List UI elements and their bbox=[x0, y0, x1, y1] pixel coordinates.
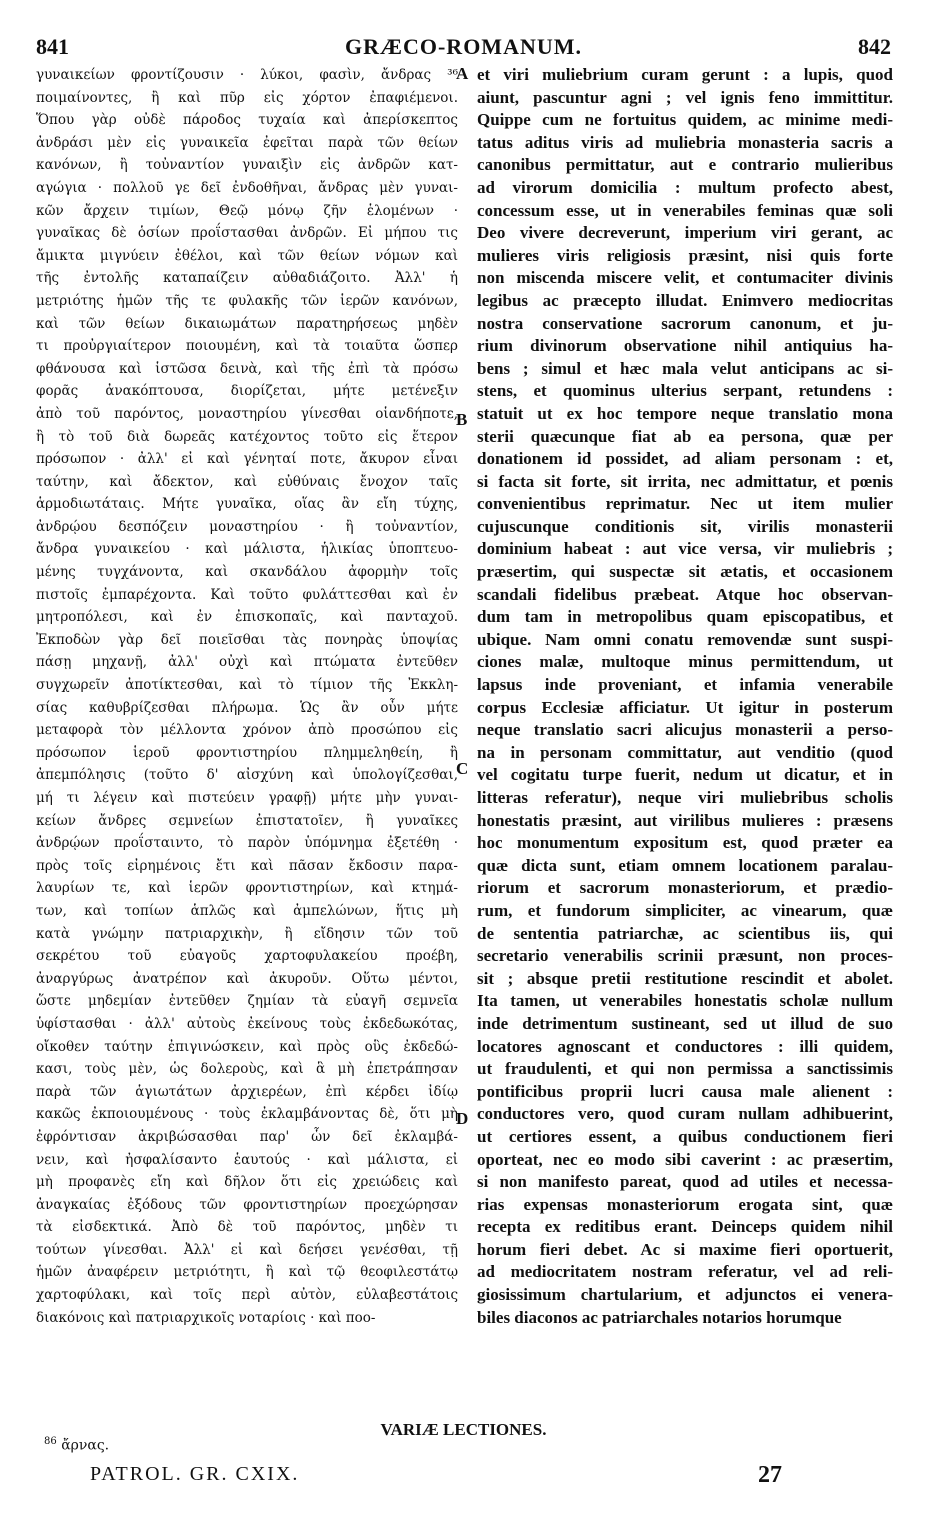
greek-line: σίας καθυβρίζεσθαι πλήρωμα. Ὡς ἂν οὖν μήτε bbox=[36, 699, 458, 716]
greek-line: μητροπόλεσι, καὶ ἐν ἐπισκοπαῖς, καὶ πανταχοῦ. bbox=[36, 609, 458, 626]
latin-line: Deo vivere decreverunt, imperium viri gerant, ac bbox=[477, 223, 893, 243]
greek-line: διακόνοις καὶ πατριαρχικοῖς νοταρίοις · καὶ ποο- bbox=[36, 1309, 376, 1326]
footnote bbox=[44, 1436, 109, 1454]
latin-line: canonibus permittatur, aut e contrario mulieribus bbox=[477, 155, 893, 175]
latin-line: tatus aditus viris ad muliebria monasteria sacris a bbox=[477, 132, 893, 152]
latin-line: stens, et quominus ulterius serpant, retundens : bbox=[477, 381, 893, 401]
greek-line: ταύτην, καὶ ἄδεκτον, καὶ εὐθύναις ἔνοχον ταῖς bbox=[36, 473, 458, 490]
greek-line: ἀναγκαίας ἐξόδους τῶν φροντιστηρίων προεχώρησαν bbox=[36, 1196, 458, 1213]
greek-line: οἴκοθεν ταύτην ἐπιγινώσκειν, καὶ πρὸς οὓς ἐκδεδώ- bbox=[36, 1038, 458, 1055]
greek-line: ἀπεμπόλησις (τοῦτο δ' αἰσχύνη καὶ ὑπολογίζεσθαι, bbox=[36, 767, 458, 784]
latin-line: sterii quæcunque fiat ab ea persona, quæ per bbox=[477, 426, 893, 446]
latin-line: giosissimum chartularium, et adjunctos ei venera- bbox=[477, 1285, 893, 1305]
greek-line: ἀνδρῴων προΐσταιντο, τὸ παρὸν ὑπόμνημα ἐξετέθη · bbox=[36, 835, 458, 852]
greek-line: κείων ἄνδρες σεμνείων ἐπιστατοῖεν, ἢ γυναῖκες bbox=[36, 812, 458, 829]
latin-line: rium divinorum observatione nihil antiquius ha- bbox=[477, 336, 893, 356]
greek-line: παρὰ τῶν ἁγιωτάτων ἀρχιερέων, ἐπὶ κέρδει ἰδίῳ bbox=[36, 1083, 458, 1100]
latin-line: na in personam committatur, aut venditio (quod bbox=[477, 742, 893, 762]
greek-line: σεκρέτου τοῦ εὐαγοῦς χαρτοφυλακείου προέβη, bbox=[36, 948, 458, 965]
greek-text-column bbox=[36, 64, 458, 1404]
latin-line: sit ; absque pretii restitutione rescindit et abolet. bbox=[477, 968, 893, 988]
margin-letter-d: D bbox=[456, 1109, 469, 1128]
greek-line: ἢ τὸ τοῦ διὰ δωρεᾶς κατέχοντος τοῦτο εἰς ἕτερον bbox=[36, 428, 458, 445]
latin-line: donationem id possidet, ad aliam personam : et, bbox=[477, 449, 893, 469]
greek-line: τι προὐργιαίτερον ποιουμένη, καὶ τὰ τοιαῦτα ὥσπερ bbox=[36, 338, 458, 355]
greek-line: τῆς ἐντολῆς καταπαίζειν αὐθαδιάζοιτο. Ἀλλ' ἡ bbox=[36, 270, 458, 287]
margin-letter-a: A bbox=[456, 64, 469, 83]
latin-line: biles diaconos ac patriarchales notarios horumque bbox=[477, 1307, 842, 1327]
greek-line: ἡμῶν ἀναφέρειν μετριότητι, ἢ καὶ τῷ θεοφιλεστάτῳ bbox=[36, 1264, 458, 1281]
latin-line: statuit ut ex hoc tempore neque translatio mona bbox=[477, 403, 893, 423]
latin-line: hoc monumentum expositum est, quod præter ea bbox=[477, 833, 893, 853]
greek-line: ἀνδράσι μὲν εἰς γυναικεῖα ἐφεῖται παρὰ τῶν θείων bbox=[36, 134, 458, 151]
volume-reference: PATROL. GR. CXIX. bbox=[90, 1463, 300, 1485]
greek-line: φορᾶς ἀνακόπτουσα, διορίζεται, μήτε μετένεξιν bbox=[36, 383, 458, 400]
latin-line: non miscenda miscere velit, et contumaciter divinis bbox=[477, 268, 893, 288]
latin-line: ut fraudulenti, et qui non permissa a sanctissimis bbox=[477, 1059, 893, 1079]
greek-line: ἄμικτα μιγνύειν ἐθέλοι, καὶ τῶν θείων νόμων καὶ bbox=[36, 247, 458, 264]
latin-line: si non manifesto pareat, quod ad utiles et necessa- bbox=[477, 1172, 893, 1192]
greek-line: πιστοῖς ἐμπαρέχοντα. Καὶ τοῦτο φυλάττεσθαι καὶ ἐν bbox=[36, 586, 458, 603]
latin-line: legibus ac præcepto illudat. Enimvero mediocritas bbox=[477, 290, 893, 310]
greek-line: μεταφορὰ τὸν μέλλοντα χρόνον ἀπὸ προσώπου εἰς bbox=[36, 722, 458, 739]
latin-line: litteras referatur), neque viri muliebribus scholis bbox=[477, 788, 893, 807]
latin-line: concessum esse, ut in venerabiles feminas quæ soli bbox=[477, 200, 893, 220]
latin-line: corpus Ecclesiæ afficiatur. Ut igitur in posterum bbox=[477, 697, 893, 717]
latin-line: aiunt, pascuntur agni ; vel ignis feno immittitur. bbox=[477, 87, 893, 107]
latin-line: locatores agnoscant et conductores : illi quidem, bbox=[477, 1036, 893, 1056]
latin-line: horum fieri debet. Ac si maxime fieri oportuerit, bbox=[477, 1239, 893, 1259]
latin-line: Ita tamen, ut venerabiles honestatis scholæ nullum bbox=[477, 991, 893, 1011]
latin-line: ubique. Nam omni conatu removendæ sunt suspi- bbox=[477, 629, 893, 649]
latin-line: præsertim, qui suspectæ sit ætatis, et occasionem bbox=[477, 562, 893, 582]
greek-line: νειν, καὶ ἠσφαλίσαντο ἑαυτούς · καὶ μάλιστα, εἰ bbox=[36, 1151, 458, 1168]
latin-line: bens ; simul et hæc mala velut anticipans ac si- bbox=[477, 358, 893, 378]
greek-line: γυναικείων φροντίζουσιν · λύκοι, φασὶν, ἄνδρας ³⁶ bbox=[36, 67, 458, 83]
greek-line: ὑφίστασθαι · ἀλλ' αὐτοὺς ἐκείνους τοὺς ἐκδεδωκότας, bbox=[36, 1015, 458, 1032]
running-header bbox=[36, 34, 891, 62]
greek-line: μή τι λέγειν καὶ πιστεύειν γραφῇ) μήτε μὴν γυναι- bbox=[36, 790, 458, 806]
greek-line: λαυρίων τε, καὶ ἱερῶν φροντιστηρίων, καὶ κτημά- bbox=[36, 880, 458, 897]
latin-line: quæ dicta sunt, etiam omnem locationem paralau- bbox=[477, 855, 893, 875]
greek-line: Ὅπου γὰρ οὐδὲ πάροδος τυχαία καὶ ἀπερίσκεπτος bbox=[36, 112, 458, 129]
latin-line: vel cogitatu turpe fuerit, nedum ut dicatur, et in bbox=[477, 765, 893, 785]
greek-line: μένης τυγχάνοντα, καὶ σκανδάλου ἀφορμὴν τοῖς bbox=[36, 564, 458, 581]
latin-line: inde detrimentum sustineant, sed ut illud de suo bbox=[477, 1013, 893, 1033]
latin-text-column bbox=[477, 64, 893, 1404]
left-column-number: 841 bbox=[36, 34, 69, 59]
greek-line: ὥστε μηδεμίαν ἐντεῦθεν ζημίαν τὰ εὐαγῆ σεμνεῖα bbox=[36, 993, 458, 1010]
greek-line: ἐφρόντισαν ἀκριβώσασθαι παρ' ὧν δεῖ ἐκλαμβά- bbox=[36, 1128, 458, 1145]
latin-line: secretario venerabilis scrinii præsunt, non proces- bbox=[477, 946, 893, 966]
latin-line: riorum et sacrorum monasteriorum, et prædio- bbox=[477, 878, 893, 898]
latin-line: ad mediocritatem nostram referatur, vel ad reli- bbox=[477, 1262, 893, 1282]
footnote-text: ἄρνας. bbox=[61, 1437, 110, 1454]
greek-line: καὶ τῶν θείων δικαιωμάτων παρατηρήσεως μηδὲν bbox=[36, 315, 458, 332]
latin-line: ciones malæ, multoque minus permittendum, ut bbox=[477, 652, 893, 672]
latin-line: oporteat, nec eo modo sibi caverint : ac præsertim, bbox=[477, 1149, 893, 1169]
greek-line: πρόσωπον · ἀλλ' εἰ καὶ γένηταί ποτε, ἄκυρον εἶναι bbox=[36, 451, 458, 468]
footnote-number: 86 bbox=[44, 1436, 57, 1447]
latin-line: Quippe cum ne fortuitus quidem, ac minime medi- bbox=[477, 110, 893, 130]
latin-line: nostra conservatione sacrorum canonum, et ju- bbox=[477, 313, 893, 333]
greek-line: κανόνων, ἢ τοὐναντίον γυναιξὶν εἰς ἀνδρῶν κατ- bbox=[36, 157, 458, 174]
greek-line: κατὰ γνώμην πατριαρχικὴν, ἢ εἴδησιν τῶν τοῦ bbox=[36, 925, 458, 942]
latin-line: dominium habeat : aut vice versa, vir muliebris ; bbox=[477, 539, 893, 559]
greek-line: τούτων γίνεσθαι. Ἀλλ' εἰ καὶ δεήσει γενέσθαι, τῇ bbox=[36, 1241, 458, 1258]
greek-line: ἁρμοδιωτάταις. Μήτε γυναῖκα, οἵας ἂν εἴη τύχης, bbox=[36, 496, 458, 513]
latin-line: si facta sit forte, sit irrita, nec admittatur, et pœnis bbox=[477, 471, 893, 491]
latin-line: convenientibus reprimatur. Nec ut item mulier bbox=[477, 494, 893, 514]
greek-line: χαρτοφύλακι, καὶ τοῖς περὶ αὐτὸν, εὐλαβεστάτοις bbox=[36, 1287, 458, 1304]
greek-line: πάσῃ μηχανῇ, ἀλλ' οὐχὶ καὶ πτώματα ἐντεῦθεν bbox=[36, 654, 458, 671]
greek-line: ποιμαίνοντες, ἢ καὶ πῦρ εἰς χόρτον ἐπαφιέμενοι. bbox=[36, 89, 458, 106]
greek-line: των, καὶ τοπίων ἁπλῶς καὶ ἀμπελώνων, ἥτις μὴ bbox=[36, 902, 458, 919]
greek-line: ἀναργύρως ἀνατρέπον καὶ ἀκυροῦν. Οὕτω μέντοι, bbox=[36, 970, 458, 987]
latin-line: neque translatio sacri alicujus monasterii a perso- bbox=[477, 720, 893, 740]
greek-line: κῶν ἄρχειν τιμίων, Θεῷ μόνῳ ζῆν ἑλομένων · bbox=[36, 202, 458, 219]
latin-line: dum tam in metropolibus quam episcopatibus, et bbox=[477, 607, 893, 627]
greek-line: φθάνουσα καὶ ἱστῶσα δεινὰ, καὶ τῆς ἐπὶ τὰ πρόσω bbox=[36, 360, 458, 377]
latin-line: mulieres viris religiosis præsint, nisi quis forte bbox=[477, 245, 893, 265]
latin-line: pontificibus proprii lucri causa male alienent : bbox=[477, 1081, 893, 1101]
greek-line: κακῶς ἐκποιουμένους · τοὺς ἐκλαμβάνοντας δὲ, ὅτι μὴ bbox=[36, 1106, 458, 1123]
latin-line: ad virorum domicilia : multum profecto abest, bbox=[477, 177, 893, 197]
greek-line: μὴ προφανὲς εἴη καὶ δῆλον ὅτι εἰς χρειώδεις καὶ bbox=[36, 1174, 458, 1191]
greek-line: συγχωρεῖν ἀποτίκτεσθαι, καὶ τὸ τίμιον τῆς Ἐκκλη- bbox=[36, 677, 458, 694]
signature-mark: 27 bbox=[758, 1462, 782, 1488]
greek-line: μετριότης ἡμῶν τῆς τε φυλακῆς τῶν ἱερῶν κανόνων, bbox=[36, 292, 458, 309]
latin-line: de sententia patriarchæ, ac scientibus iis, qui bbox=[477, 923, 893, 943]
margin-letter-c: C bbox=[456, 759, 469, 778]
greek-line: ἀνδρῴου δεσπόζειν μοναστηρίου · ἢ τοὐναντίον, bbox=[36, 518, 458, 535]
greek-line: πρόσωπον ἱεροῦ φροντιστηρίου πλημμεληθείη, ἢ bbox=[36, 744, 458, 761]
variae-lectiones-heading: VARIÆ LECTIONES. bbox=[380, 1420, 547, 1439]
latin-line: et viri muliebrium curam gerunt : a lupis, quod bbox=[477, 65, 893, 84]
latin-line: recepta ex reditibus erant. Deinceps quidem nihil bbox=[477, 1217, 893, 1237]
greek-line: πρὸς τοῖς εἰρημένοις ἔτι καὶ πᾶσαν ἔκδοσιν παρα- bbox=[36, 857, 458, 874]
latin-line: rum, et fundorum simpliciter, ac vinearum, quæ bbox=[477, 900, 893, 920]
greek-line: κασι, τοὺς μὲν, ὡς δολεροὺς, καὶ ἃ μὴ ἐπετράπησαν bbox=[36, 1061, 458, 1078]
right-column-number: 842 bbox=[858, 34, 891, 59]
greek-line: ἀπὸ τοῦ παρόντος, μοναστηρίου γίνεσθαι οἱανδήποτε, bbox=[36, 405, 458, 422]
greek-line: ἄνδρα γυναικείου · καὶ μάλιστα, ἡλικίας ὑποπτευο- bbox=[36, 541, 458, 558]
greek-line: αγώγια · πολλοῦ γε δεῖ ἐνδοθῆναι, ἄνδρας μὲν γυναι- bbox=[36, 179, 458, 196]
latin-line: ut certiores essent, a quibus conductionem fieri bbox=[477, 1126, 893, 1146]
latin-line: conductores vero, quod curam nullam adhibuerint, bbox=[477, 1104, 893, 1124]
latin-line: cujuscunque conditionis sit, virilis monasterii bbox=[477, 516, 893, 536]
latin-line: lapsus inde proveniant, et infamia venerabile bbox=[477, 675, 893, 695]
running-title: GRÆCO-ROMANUM. bbox=[344, 34, 583, 59]
greek-line: Ἐκποδὼν γὰρ δεῖ ποιεῖσθαι τὰς πονηρὰς ὑποψίας bbox=[36, 631, 458, 648]
margin-letter-b: B bbox=[456, 410, 468, 429]
latin-line: rias expensas monasteriorum erogata sint, quæ bbox=[477, 1194, 893, 1214]
greek-line: γυναῖκας δὲ ὁσίων προΐστασθαι ἀνδρῶν. Εἰ μήπου τις bbox=[36, 225, 458, 242]
greek-line: τὰ εἰσδεκτικά. Ἀπὸ δὲ τοῦ παρόντος, μηδὲν τι bbox=[36, 1219, 458, 1236]
latin-line: scandali fidelibus præbeat. Atque hoc observan- bbox=[477, 584, 893, 604]
latin-line: honestatis præsint, aut virilibus mulieres : præsens bbox=[477, 810, 893, 830]
